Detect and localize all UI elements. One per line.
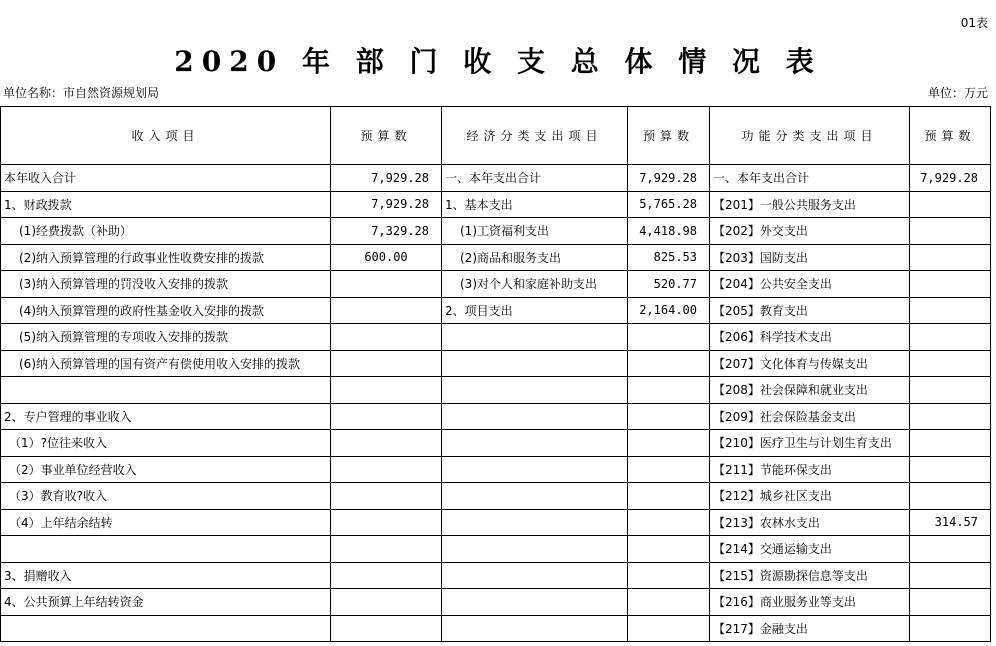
econ-item-cell <box>442 456 628 483</box>
income-budget-cell: 600.00 <box>331 244 442 271</box>
header-income-item: 收入项目 <box>1 107 331 165</box>
econ-budget-cell: 7,929.28 <box>628 165 710 192</box>
func-item-cell: 【217】金融支出 <box>710 615 910 642</box>
income-budget-cell <box>331 562 442 589</box>
econ-item-cell <box>442 509 628 536</box>
table-row <box>1 509 991 536</box>
func-item-cell: 【207】文化体育与传媒支出 <box>710 350 910 377</box>
econ-budget-cell: 520.77 <box>628 271 710 298</box>
income-item-cell <box>1 377 331 404</box>
func-budget-cell <box>910 483 991 510</box>
income-item-cell: (3)纳入预算管理的罚没收入安排的拨款 <box>1 271 331 298</box>
table-row <box>1 403 991 430</box>
func-item-cell: 【216】商业服务业等支出 <box>710 589 910 616</box>
econ-item-cell <box>442 483 628 510</box>
func-budget-cell <box>910 589 991 616</box>
income-item-cell: (6)纳入预算管理的国有资产有偿使用收入安排的拨款 <box>1 350 331 377</box>
func-item-cell: 【204】公共安全支出 <box>710 271 910 298</box>
table-row <box>1 430 991 457</box>
header-func-item: 功能分类支出项目 <box>710 107 910 165</box>
table-row <box>1 271 991 298</box>
econ-budget-cell: 2,164.00 <box>628 297 710 324</box>
econ-budget-cell: 5,765.28 <box>628 191 710 218</box>
table-row <box>1 244 991 271</box>
econ-item-cell <box>442 324 628 351</box>
econ-item-cell <box>442 615 628 642</box>
func-budget-cell <box>910 615 991 642</box>
table-header-row <box>1 107 991 165</box>
func-budget-cell <box>910 244 991 271</box>
income-budget-cell: 7,329.28 <box>331 218 442 245</box>
func-budget-cell <box>910 456 991 483</box>
income-item-cell: 1、财政拨款 <box>1 191 331 218</box>
income-item-cell: 4、公共预算上年结转资金 <box>1 589 331 616</box>
table-row <box>1 191 991 218</box>
func-budget-cell: 7,929.28 <box>910 165 991 192</box>
econ-item-cell: 1、基本支出 <box>442 191 628 218</box>
income-budget-cell <box>331 430 442 457</box>
econ-budget-cell <box>628 562 710 589</box>
econ-budget-cell <box>628 430 710 457</box>
income-item-cell: 3、捐赠收入 <box>1 562 331 589</box>
income-budget-cell <box>331 350 442 377</box>
income-item-cell <box>1 536 331 563</box>
econ-item-cell <box>442 536 628 563</box>
func-item-cell: 【209】社会保险基金支出 <box>710 403 910 430</box>
income-item-cell: (1)经费拨款（补助） <box>1 218 331 245</box>
econ-item-cell <box>442 589 628 616</box>
func-budget-cell <box>910 403 991 430</box>
func-item-cell: 【201】一般公共服务支出 <box>710 191 910 218</box>
econ-budget-cell: 825.53 <box>628 244 710 271</box>
table-body <box>1 165 991 642</box>
income-item-cell: 2、专户管理的事业收入 <box>1 403 331 430</box>
func-item-cell: 【215】资源勘探信息等支出 <box>710 562 910 589</box>
func-item-cell: 【202】外交支出 <box>710 218 910 245</box>
income-item-cell: （2）事业单位经营收入 <box>1 456 331 483</box>
income-item-cell: 本年收入合计 <box>1 165 331 192</box>
table-row <box>1 589 991 616</box>
table-row <box>1 483 991 510</box>
econ-budget-cell <box>628 403 710 430</box>
func-item-cell: 一、本年支出合计 <box>710 165 910 192</box>
income-budget-cell <box>331 377 442 404</box>
func-budget-cell <box>910 536 991 563</box>
table-row <box>1 456 991 483</box>
income-budget-cell <box>331 536 442 563</box>
econ-item-cell <box>442 350 628 377</box>
table-row <box>1 350 991 377</box>
func-budget-cell <box>910 191 991 218</box>
currency-unit-label: 单位：万元 <box>927 86 988 100</box>
func-budget-cell <box>910 324 991 351</box>
income-item-cell: (5)纳入预算管理的专项收入安排的拨款 <box>1 324 331 351</box>
func-budget-cell <box>910 430 991 457</box>
func-budget-cell: 314.57 <box>910 509 991 536</box>
func-budget-cell <box>910 218 991 245</box>
table-row <box>1 562 991 589</box>
table-row <box>1 536 991 563</box>
func-budget-cell <box>910 271 991 298</box>
table-row <box>1 615 991 642</box>
income-budget-cell <box>331 483 442 510</box>
func-item-cell: 【203】国防支出 <box>710 244 910 271</box>
econ-budget-cell <box>628 377 710 404</box>
page-title: 2020 年 部 门 收 支 总 体 情 况 表 <box>174 45 822 78</box>
income-item-cell: （4）上年结余结转 <box>1 509 331 536</box>
econ-budget-cell <box>628 536 710 563</box>
table-row <box>1 218 991 245</box>
header-econ-budget: 预算数 <box>628 107 710 165</box>
income-budget-cell <box>331 324 442 351</box>
budget-table <box>0 106 991 642</box>
table-row <box>1 165 991 192</box>
econ-item-cell: (3)对个人和家庭补助支出 <box>442 271 628 298</box>
econ-item-cell <box>442 430 628 457</box>
func-budget-cell <box>910 562 991 589</box>
econ-budget-cell <box>628 456 710 483</box>
income-budget-cell <box>331 589 442 616</box>
econ-item-cell: 一、本年支出合计 <box>442 165 628 192</box>
econ-budget-cell <box>628 615 710 642</box>
econ-item-cell: 2、项目支出 <box>442 297 628 324</box>
econ-item-cell: (2)商品和服务支出 <box>442 244 628 271</box>
income-item-cell: (4)纳入预算管理的政府性基金收入安排的拨款 <box>1 297 331 324</box>
econ-budget-cell <box>628 483 710 510</box>
table-row <box>1 377 991 404</box>
header-econ-item: 经济分类支出项目 <box>442 107 628 165</box>
econ-item-cell <box>442 403 628 430</box>
econ-budget-cell <box>628 324 710 351</box>
func-item-cell: 【212】城乡社区支出 <box>710 483 910 510</box>
func-budget-cell <box>910 377 991 404</box>
income-budget-cell <box>331 403 442 430</box>
table-row <box>1 297 991 324</box>
func-budget-cell <box>910 297 991 324</box>
econ-budget-cell <box>628 509 710 536</box>
income-budget-cell <box>331 271 442 298</box>
econ-item-cell: (1)工资福利支出 <box>442 218 628 245</box>
header-func-budget: 预算数 <box>910 107 991 165</box>
econ-item-cell <box>442 377 628 404</box>
income-item-cell: （1）?位往来收入 <box>1 430 331 457</box>
econ-item-cell <box>442 562 628 589</box>
income-item-cell: (2)纳入预算管理的行政事业性收费安排的拨款 <box>1 244 331 271</box>
econ-budget-cell: 4,418.98 <box>628 218 710 245</box>
func-item-cell: 【213】农林水支出 <box>710 509 910 536</box>
table-row <box>1 324 991 351</box>
func-budget-cell <box>910 350 991 377</box>
form-number: 01表 <box>960 16 988 30</box>
func-item-cell: 【210】医疗卫生与计划生育支出 <box>710 430 910 457</box>
econ-budget-cell <box>628 589 710 616</box>
income-item-cell <box>1 615 331 642</box>
income-budget-cell <box>331 456 442 483</box>
income-budget-cell <box>331 297 442 324</box>
econ-budget-cell <box>628 350 710 377</box>
func-item-cell: 【205】教育支出 <box>710 297 910 324</box>
func-item-cell: 【208】社会保障和就业支出 <box>710 377 910 404</box>
income-budget-cell <box>331 615 442 642</box>
header-income-budget: 预算数 <box>331 107 442 165</box>
income-budget-cell: 7,929.28 <box>331 165 442 192</box>
func-item-cell: 【214】交通运输支出 <box>710 536 910 563</box>
income-budget-cell: 7,929.28 <box>331 191 442 218</box>
func-item-cell: 【206】科学技术支出 <box>710 324 910 351</box>
income-item-cell: （3）教育收?收入 <box>1 483 331 510</box>
unit-name-label: 单位名称：市自然资源规划局 <box>3 86 160 100</box>
income-budget-cell <box>331 509 442 536</box>
func-item-cell: 【211】节能环保支出 <box>710 456 910 483</box>
